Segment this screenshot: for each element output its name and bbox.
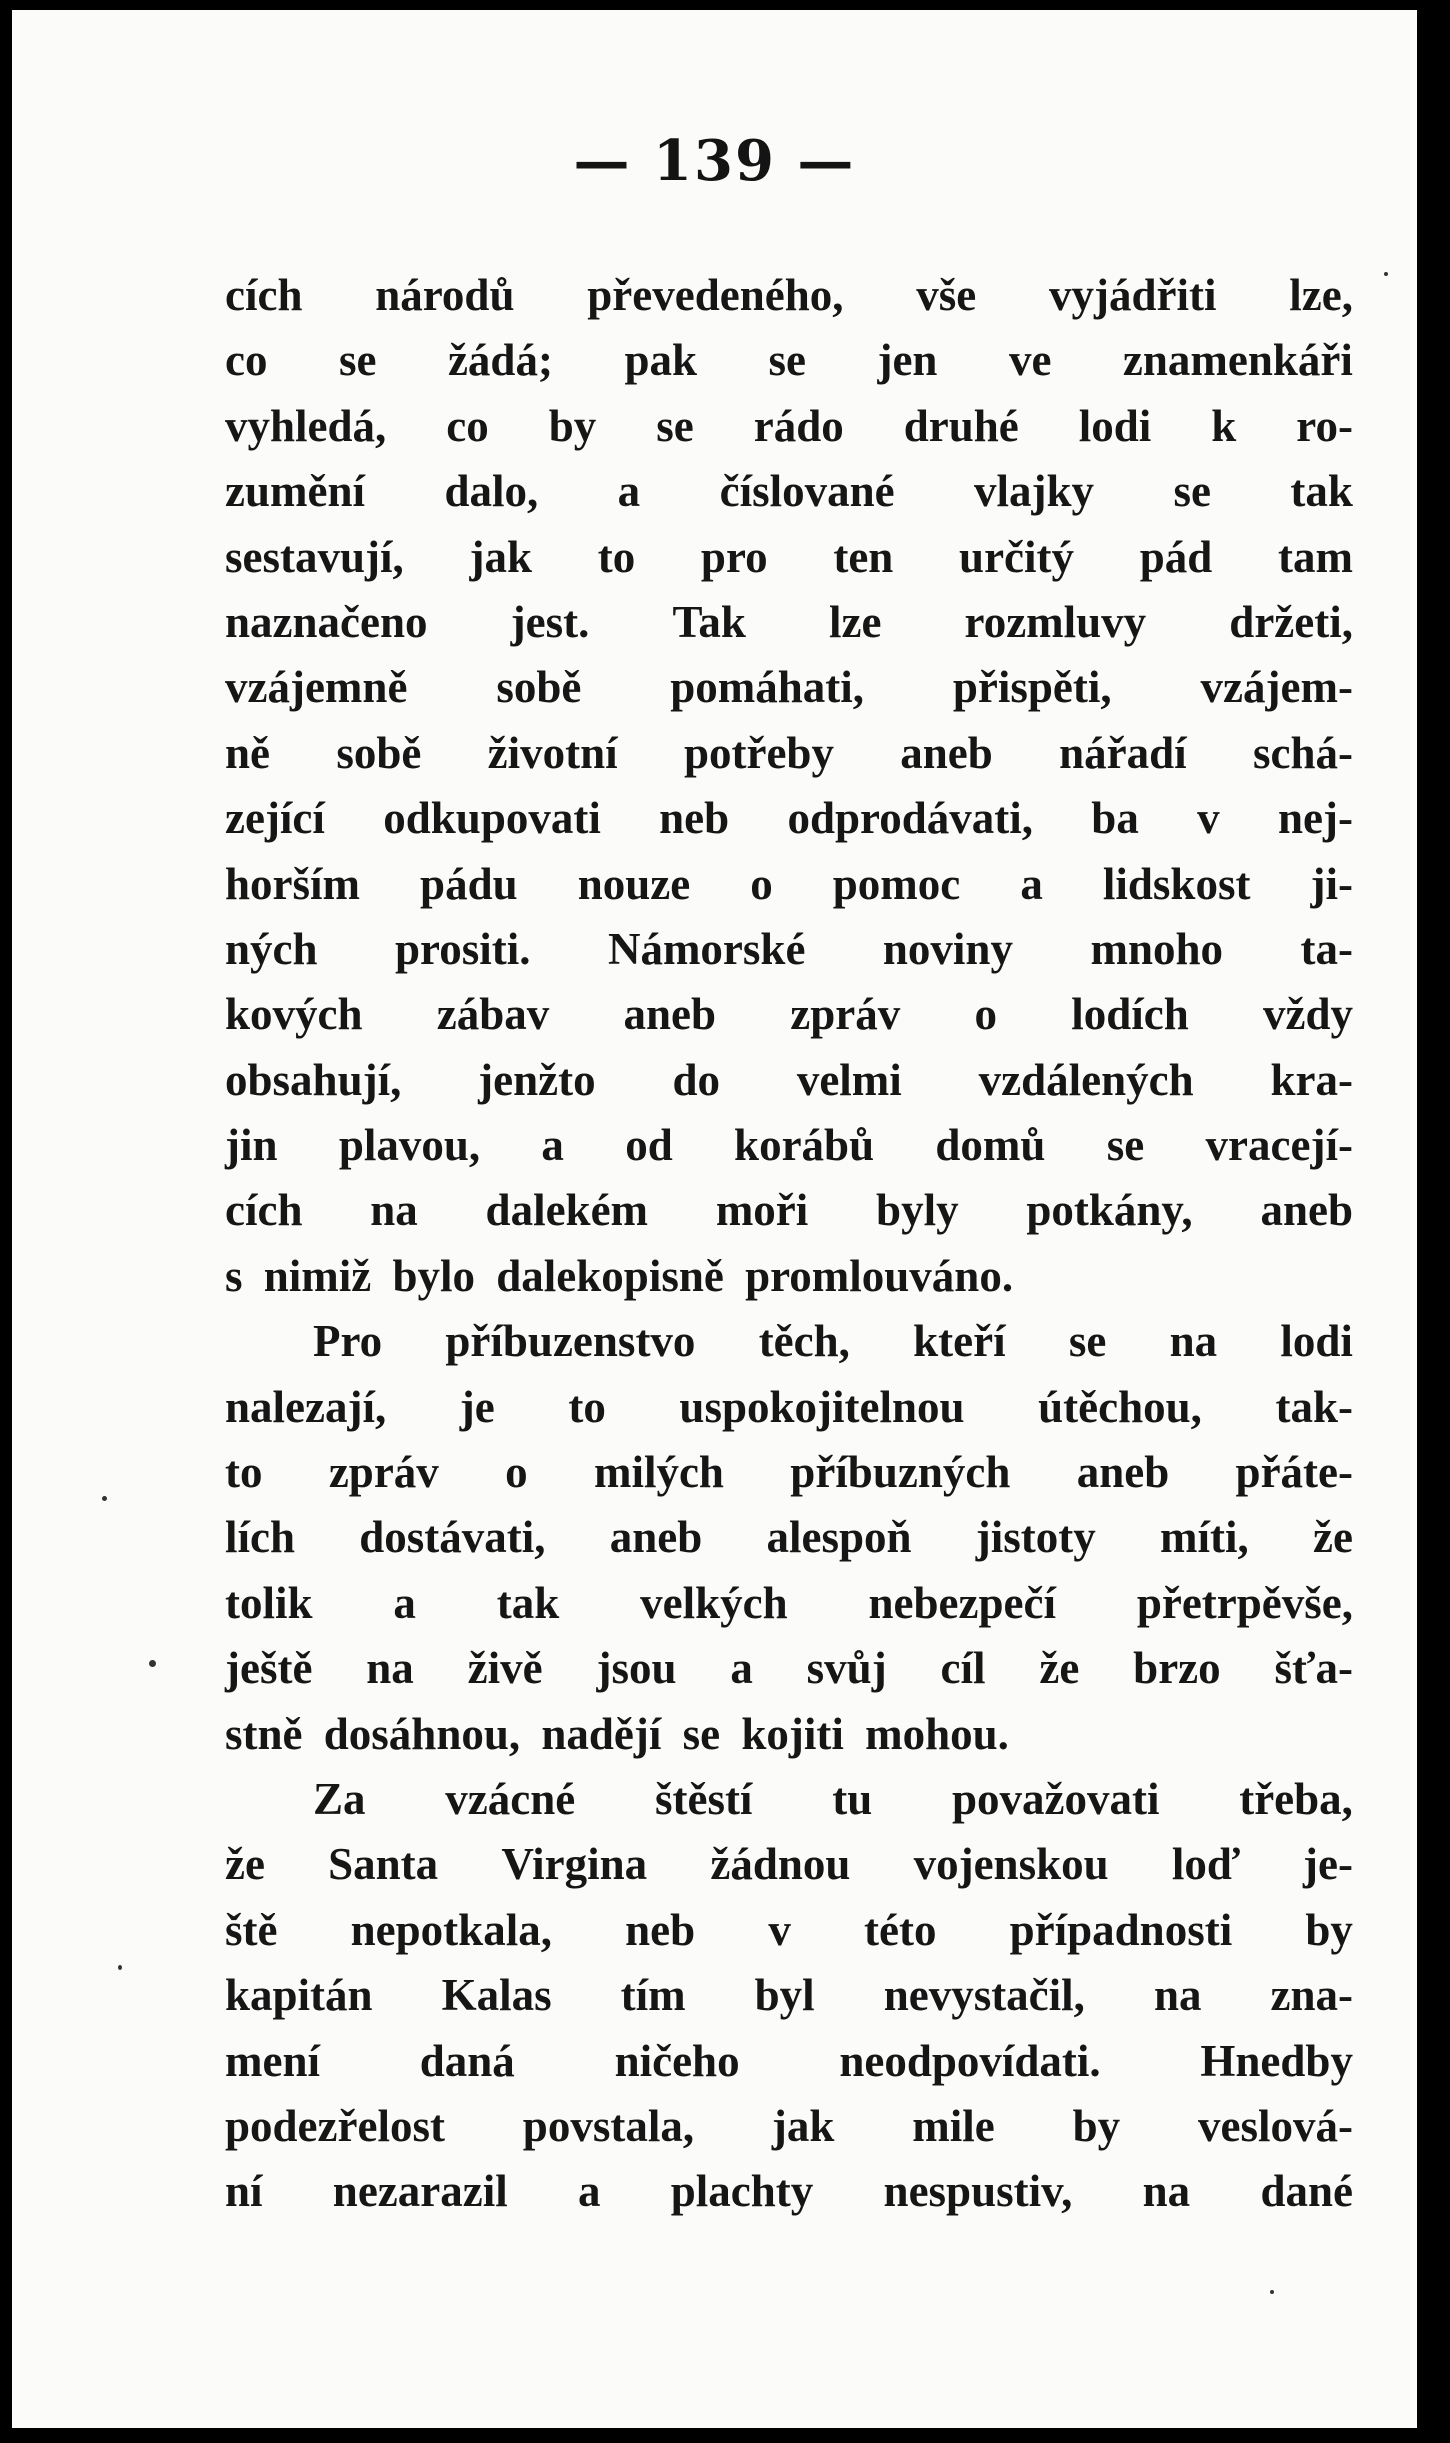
text-line: lích dostávati, aneb alespoň jistoty míti, že xyxy=(225,1512,1353,1563)
text-line: obsahují, jenžto do velmi vzdálených kra- xyxy=(225,1054,1353,1105)
text-line: vzájemně sobě pomáhati, přispěti, vzájem- xyxy=(225,662,1353,713)
paper-speck xyxy=(102,1496,107,1501)
paper-speck xyxy=(118,1965,122,1970)
text-line: ných prositi. Námorské noviny mnoho ta- xyxy=(225,923,1353,974)
paper-speck xyxy=(1270,2290,1274,2294)
text-line: to zpráv o milých příbuzných aneb přáte- xyxy=(225,1447,1353,1498)
text-line: že Santa Virgina žádnou vojenskou loď je- xyxy=(225,1839,1353,1890)
text-line: ještě na živě jsou a svůj cíl že brzo šťa- xyxy=(225,1643,1353,1694)
text-line: mení daná ničeho neodpovídati. Hnedby xyxy=(225,2035,1353,2086)
text-line: stně dosáhnou, nadějí se kojiti mohou. xyxy=(225,1708,1009,1759)
text-line: ně sobě životní potřeby aneb nářadí schá- xyxy=(225,727,1353,778)
text-line: kových zábav aneb zpráv o lodích vždy xyxy=(225,989,1353,1040)
text-line: Za vzácné štěstí tu považovati třeba, xyxy=(313,1773,1353,1824)
text-line: ště nepotkala, neb v této případnosti by xyxy=(225,1904,1353,1955)
text-line: Pro příbuzenstvo těch, kteří se na lodi xyxy=(313,1316,1353,1367)
text-line: podezřelost povstala, jak mile by veslová- xyxy=(225,2100,1353,2151)
text-line: zumění dalo, a číslované vlajky se tak xyxy=(225,466,1353,517)
text-line: nalezají, je to uspokojitelnou útěchou, tak- xyxy=(225,1381,1353,1432)
text-line: kapitán Kalas tím byl nevystačil, na zna- xyxy=(225,1970,1353,2021)
body-text xyxy=(225,263,1353,2225)
text-line: tolik a tak velkých nebezpečí přetrpěvše, xyxy=(225,1577,1353,1628)
book-page xyxy=(12,10,1417,2428)
paper-speck xyxy=(1384,272,1388,276)
text-line: cích na dalekém moři byly potkány, aneb xyxy=(225,1185,1353,1236)
text-line: ní nezarazil a plachty nespustiv, na dané xyxy=(225,2166,1353,2217)
text-line: s nimiž bylo dalekopisně promlouváno. xyxy=(225,1250,1014,1301)
text-line: horším pádu nouze o pomoc a lidskost ji- xyxy=(225,858,1353,909)
text-line: co se žádá; pak se jen ve znamenkáři xyxy=(225,335,1353,386)
page-number: — 139 — xyxy=(573,128,856,194)
paper-speck xyxy=(149,1660,156,1667)
text-line: zející odkupovati neb odprodávati, ba v nej- xyxy=(225,793,1353,844)
text-line: naznačeno jest. Tak lze rozmluvy držeti, xyxy=(225,596,1353,647)
text-line: jin plavou, a od korábů domů se vracejí- xyxy=(225,1120,1353,1171)
text-line: sestavují, jak to pro ten určitý pád tam xyxy=(225,531,1353,582)
text-line: vyhledá, co by se rádo druhé lodi k ro- xyxy=(225,400,1353,451)
text-line: cích národů převedeného, vše vyjádřiti lze, xyxy=(225,270,1353,320)
